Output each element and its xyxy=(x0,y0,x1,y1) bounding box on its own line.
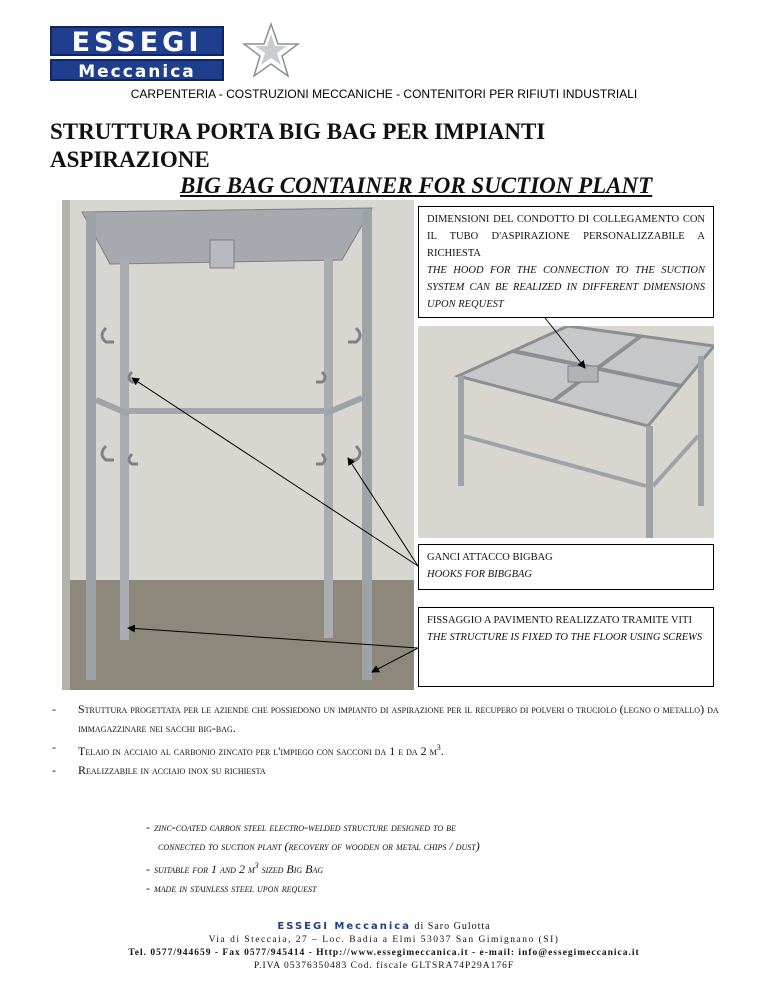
bullet-en-3-text: made in stainless steel upon request xyxy=(154,881,317,895)
superscript-3: 3 xyxy=(436,743,441,752)
bullet-it-2 xyxy=(52,738,722,761)
bullet-en-1 xyxy=(146,818,716,856)
bullet-en-2 xyxy=(146,856,716,879)
bullet-it-3-text: Realizzabile in acciaio inox su richiesta xyxy=(78,763,266,777)
callout-hood-english: THE HOOD FOR THE CONNECTION TO THE SUCTION SYSTEM CAN BE REALIZED IN DIFFERENT DIMENSIONS UPON REQUEST xyxy=(427,265,705,310)
photo-top-grid xyxy=(418,326,714,538)
logo-line2: Meccanica xyxy=(50,59,224,81)
bullet-en-1-cont: connected to suction plant (recovery of wooden or metal chips / dust) xyxy=(158,839,480,853)
bullet-it-1-text: Struttura progettata per le aziende che possiedono un impianto di aspirazione per il recupero di polveri o truciolo (legno o metallo) da immagazzinare nei sacchi big-bag. xyxy=(78,702,719,735)
bullets-english xyxy=(146,818,716,898)
title-english: BIG BAG CONTAINER FOR SUCTION PLANT xyxy=(180,173,653,198)
callout-floor-italian: FISSAGGIO A PAVIMENTO REALIZZATO TRAMITE VITI xyxy=(427,615,692,626)
callout-floor-english: THE STRUCTURE IS FIXED TO THE FLOOR USING SCREWS xyxy=(427,632,703,643)
bullet-en-1-text: zinc-coated carbon steel electro-welded structure designed to be xyxy=(154,820,456,834)
footer-owner: di Saro Gulotta xyxy=(410,921,491,932)
bullet-it-2-tail: . xyxy=(440,744,444,758)
callout-hooks xyxy=(418,544,714,590)
title-italian-line1: STRUTTURA PORTA BIG BAG PER IMPIANTI xyxy=(50,119,546,144)
title-italian-line2: ASPIRAZIONE xyxy=(50,147,210,172)
logo-line1: ESSEGI xyxy=(50,26,224,56)
footer-brand-line xyxy=(0,920,768,934)
bullet-en-2-text: suitable for 1 and 2 m xyxy=(154,862,255,876)
photo-frame-structure xyxy=(62,200,414,690)
bullet-dash: - xyxy=(52,740,56,754)
bullet-en-3 xyxy=(146,879,716,898)
bullet-dash: - xyxy=(146,881,150,895)
callout-hooks-english: HOOKS FOR BIBGBAG xyxy=(427,569,532,580)
callout-floor xyxy=(418,607,714,687)
footer-tax: P.IVA 05376350483 Cod. fiscale GLTSRA74P29A176F xyxy=(253,961,515,971)
footer-contacts: Tel. 0577/944659 - Fax 0577/945414 - Http://www.essegimeccanica.it - e-mail: info@essegimeccanica.it xyxy=(128,948,640,958)
bullet-dash: - xyxy=(52,763,56,777)
company-tagline: CARPENTERIA - COSTRUZIONI MECCANICHE - CONTENITORI PER RIFIUTI INDUSTRIALI xyxy=(130,87,638,101)
footer-brand: ESSEGI Meccanica xyxy=(277,921,411,932)
bullet-dash: - xyxy=(52,702,56,716)
callout-hood xyxy=(418,206,714,318)
bullet-it-3 xyxy=(52,761,722,780)
bullets-italian xyxy=(52,700,722,780)
bullet-it-2-text: Telaio in acciaio al carbonio zincato per l'impiego con sacconi da 1 e da 2 m xyxy=(78,744,437,758)
callout-hood-italian: DIMENSIONI DEL CONDOTTO DI COLLEGAMENTO CON IL TUBO D'ASPIRAZIONE PERSONALIZZABILE A RICHIESTA xyxy=(427,214,705,259)
superscript-3: 3 xyxy=(254,861,259,870)
bullet-dash: - xyxy=(146,820,150,834)
bullet-dash: - xyxy=(146,862,150,876)
company-logo xyxy=(50,26,230,82)
bullet-it-1 xyxy=(52,700,722,738)
footer xyxy=(0,920,768,973)
bullet-en-2-tail: sized Big Bag xyxy=(258,862,324,876)
callout-hooks-italian: GANCI ATTACCO BIGBAG xyxy=(427,552,553,563)
star-logo-icon xyxy=(240,20,302,82)
footer-address: Via di Steccaia, 27 – Loc. Badia a Elmi 53037 San Gimignano (SI) xyxy=(208,935,560,945)
